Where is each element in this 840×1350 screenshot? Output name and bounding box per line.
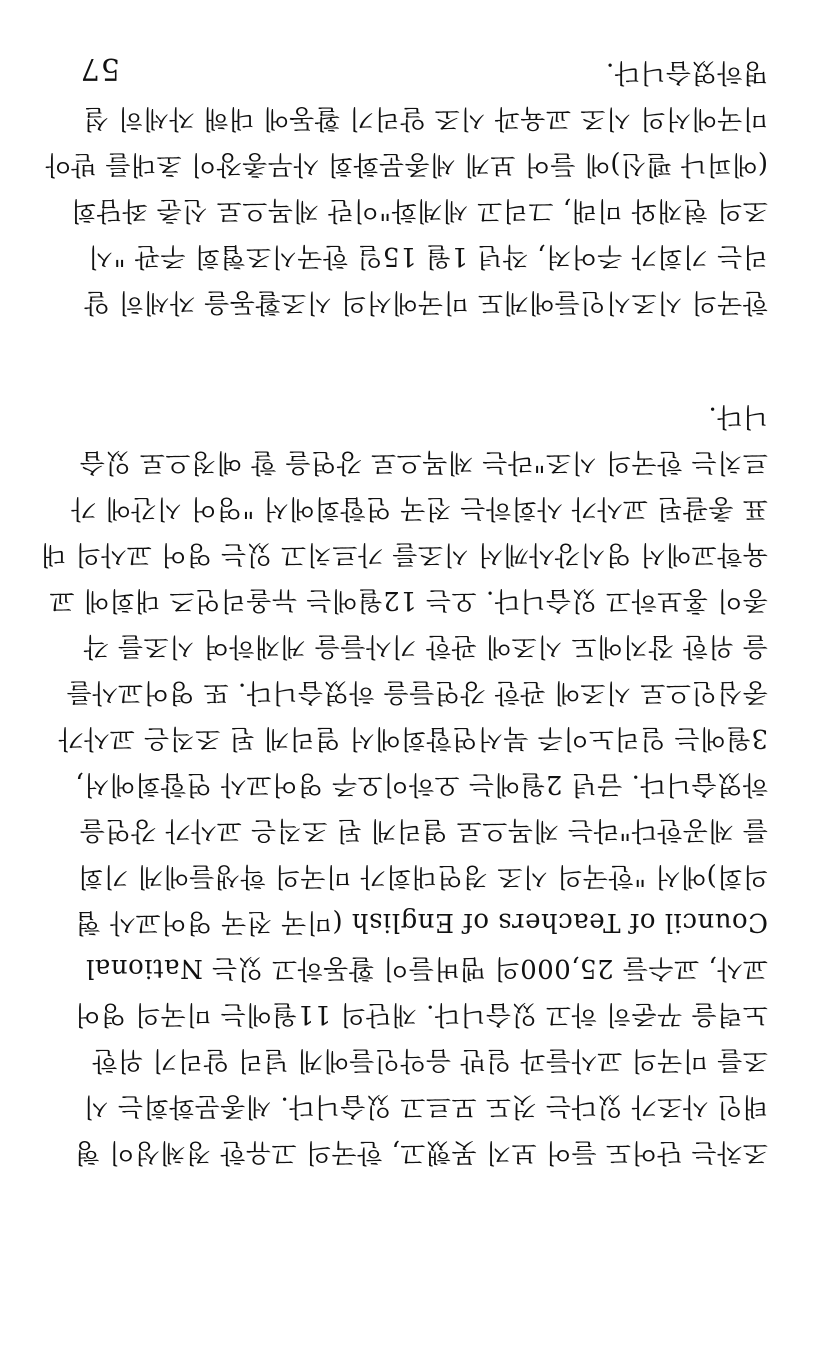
text-line: 조차는 단어도 들어 보지 못했고, 한국의 고유한 정체성이 형	[74, 1137, 768, 1167]
paragraph-1	[40, 393, 768, 1175]
text-line: 조를 미국의 교사들과 일반 음악인들에게 널리 알리기 위한	[91, 1045, 768, 1075]
text-line: 3월에는 일리노이주 북서연합회에서 열리게 된 조직은 교사가	[57, 723, 768, 753]
text-line: 교사, 교수들 25,000의 멤버들이 활동하고 있는 National	[85, 953, 768, 983]
text-line: 의회)에서 "한국의 시조 경연대회가 미국의 학생들에게 기회	[77, 861, 768, 891]
text-line: 조의 현재와 미래, 그리고 세계화"이란 제목으로 신춘 좌담회	[70, 195, 768, 225]
paragraph-gap	[106, 325, 768, 393]
text-line: 명하였습니다.	[605, 57, 768, 87]
text-line: Council of Teachers of English (미국 전국 영어교사 협	[75, 907, 768, 937]
text-line: 니다.	[708, 401, 768, 431]
text-line: 표 총괄된 교사가 사회하는 전국 연합회에서 "영어 시간에 가	[70, 493, 768, 523]
text-line: (에피나 펠신)에 들어 보게 세종문화회 사무총장이 초대를 받아	[44, 149, 768, 179]
text-line: 를 제공한다"라는 제목으로 열리게 된 조직은 교사가 강연을	[79, 815, 768, 845]
text-line: 르치는 한국의 시조"라는 제목으로 강연을 할 예정으로 있습	[79, 447, 768, 477]
page-number: 57	[79, 51, 120, 86]
text-line: 미국에서의 시조 교육과 시조 알리기 활동에 대해 자세히 설	[83, 103, 768, 133]
text-line: 종이 홍보하고 있습니다. 오는 12월에는 뉴올리언즈 대회에 교	[49, 585, 768, 615]
text-line: 리는 기회가 주어져, 작년 1월 15일 한국시조협회 주관 "시	[87, 241, 768, 271]
text-line: 노력을 꾸준히 하고 있습니다. 재단의 11월에는 미국의 영어	[74, 999, 768, 1029]
text-line: 육학교에서 영시강사께서 시조를 가르치고 있는 영어 교사의 대	[40, 539, 768, 569]
text-line: 하였습니다. 금년 2월에는 오하이오주 영어교사 연합회에서,	[74, 769, 768, 799]
text-line: 한국의 시조시인들에게도 미국에서의 시조활동을 자세히 알	[83, 287, 768, 317]
text-line: 태인 사조가 있다는 것도 모르고 있습니다. 세종문화회는 시	[83, 1091, 768, 1121]
text-line: 중심인으로 시조에 관한 강연들을 하였습니다. 또 영어교사를	[66, 677, 768, 707]
text-line: 을 위한 잡지에도 시조에 관한 기사들을 게재하여 시조를 각	[83, 631, 768, 661]
